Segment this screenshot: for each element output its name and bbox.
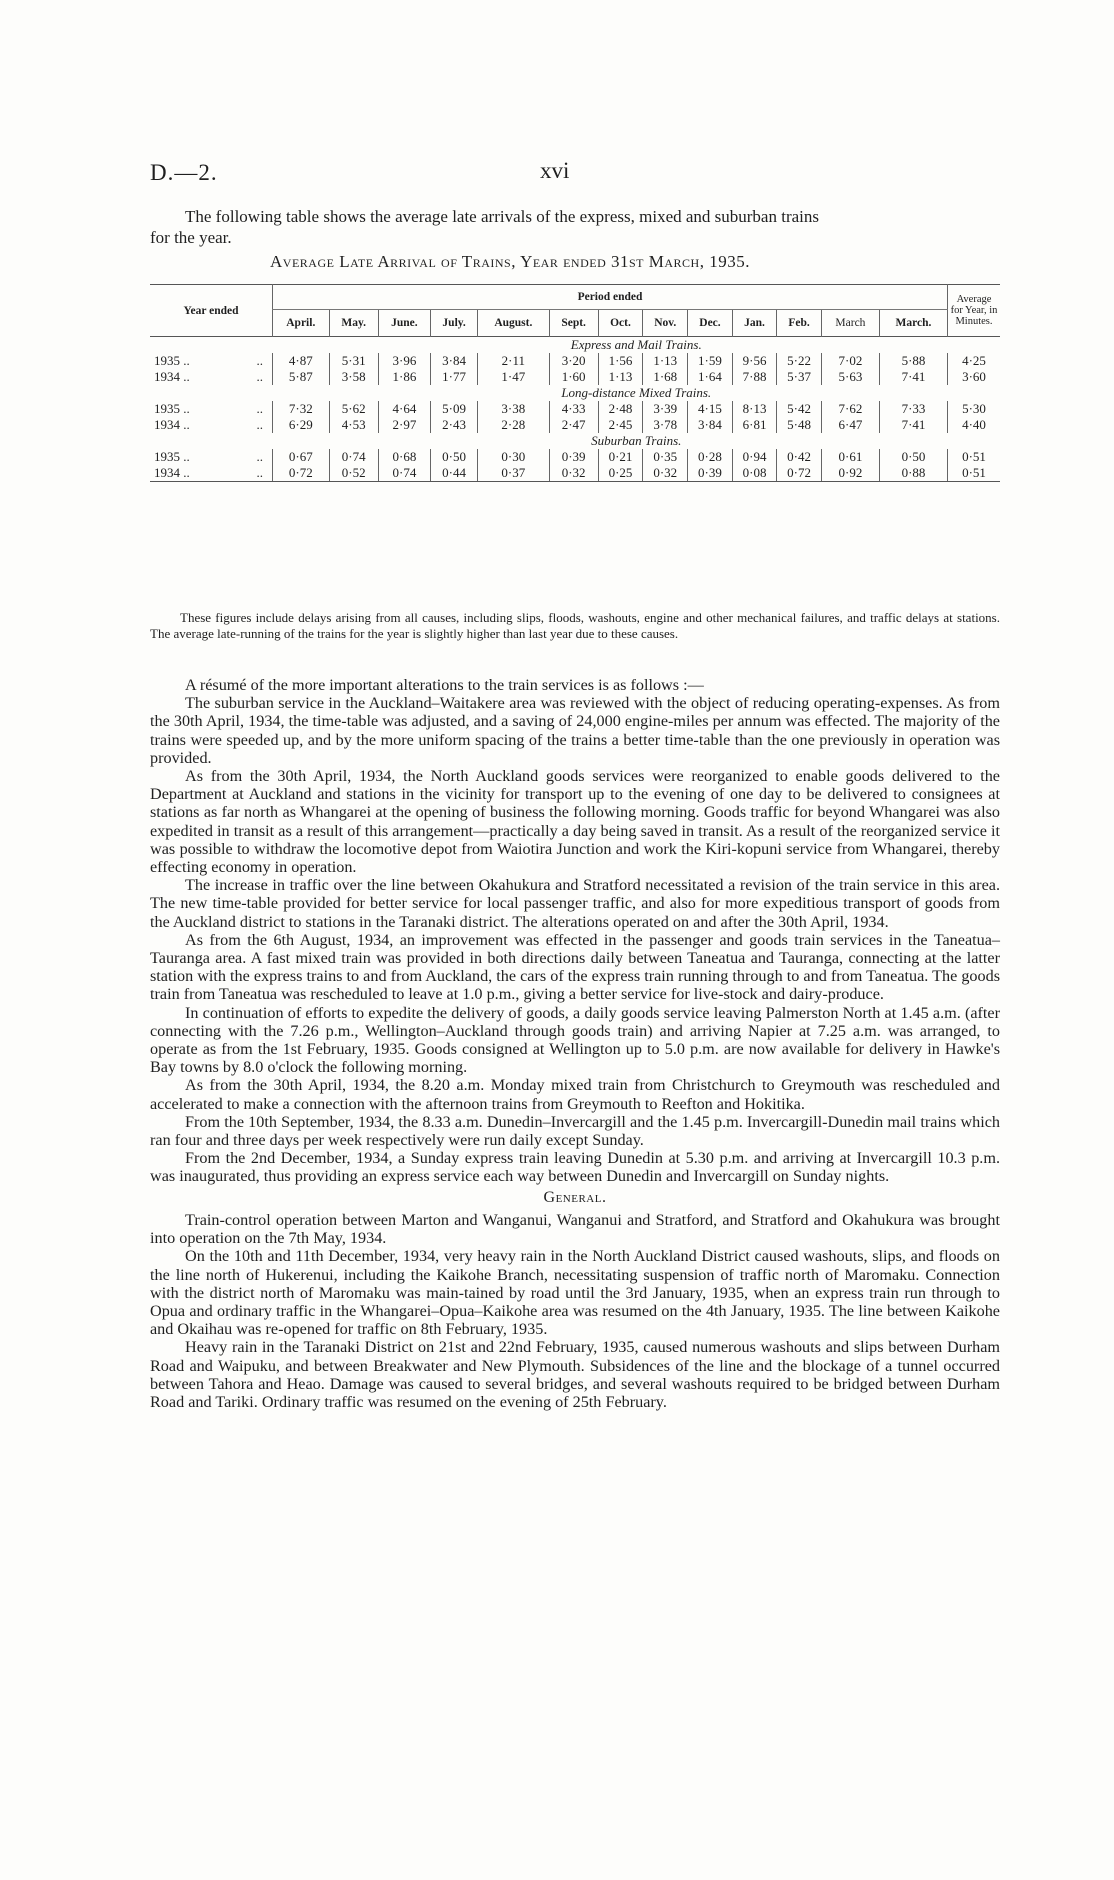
value-cell: 0·42 [777, 449, 822, 465]
leader-dots: .. [256, 417, 263, 432]
value-cell: 4·25 [948, 353, 1001, 369]
value-cell: 2·45 [598, 417, 643, 433]
value-cell: 0·51 [948, 465, 1001, 482]
month-header: Dec. [688, 310, 733, 337]
month-header: Nov. [643, 310, 688, 337]
value-cell: 0·50 [880, 449, 948, 465]
value-cell: 1·59 [688, 353, 733, 369]
value-cell: 0·25 [598, 465, 643, 482]
value-cell: 6·29 [273, 417, 330, 433]
value-cell: 1·13 [643, 353, 688, 369]
year-cell [150, 465, 273, 482]
intro-paragraph [150, 206, 1005, 248]
value-cell: 5·42 [777, 401, 822, 417]
paragraph-north-auckland-rain: On the 10th and 11th December, 1934, very heavy rain in the North Auckland District caused washouts, slips, and floods on the line north of Hukerenui, including the Kaikohe Branch, necessitating suspension of traffic north of Maromaku. Connection with the district north of Maromaku was main-tained by road until the 3rd January, 1935, when an express train run through to Opua and ordinary traffic in the Whangarei–Opua–Kaikohe area was resumed on the 4th January, 1935. The line between Kaikohe and Okaihau was re-opened for traffic on 8th February, 1935. [150, 1247, 1000, 1339]
value-cell: 3·84 [431, 353, 478, 369]
year-label: 1934 .. [154, 369, 190, 384]
leader-dots: .. [256, 465, 263, 480]
value-cell: 9·56 [732, 353, 777, 369]
table-row [150, 449, 1000, 465]
value-cell: 3·78 [643, 417, 688, 433]
value-cell: 3·39 [643, 401, 688, 417]
paragraph-palmerston: In continuation of efforts to expedite the delivery of goods, a daily goods service leaving Palmerston North at 1.45 a.m. (after connecting with the 7.26 p.m., Wellington–Auckland through goods train) and arriving Napier at 7.25 a.m. was arranged, to operate as from the 1st February, 1935. Goods consigned at Wellington up to 5.0 p.m. are now available for delivery in Hawke's Bay towns by 8.0 o'clock the following morning. [150, 1003, 1000, 1077]
value-cell: 8·13 [732, 401, 777, 417]
value-cell: 6·47 [821, 417, 879, 433]
year-label: 1935 .. [154, 401, 190, 416]
value-cell: 0·67 [273, 449, 330, 465]
value-cell: 5·48 [777, 417, 822, 433]
value-cell: 2·97 [378, 417, 430, 433]
year-cell [150, 449, 273, 465]
value-cell: 0·61 [821, 449, 879, 465]
value-cell: 7·33 [880, 401, 948, 417]
leader-dots: .. [256, 353, 263, 368]
month-header: July. [431, 310, 478, 337]
value-cell: 7·41 [880, 369, 948, 385]
value-cell: 3·38 [478, 401, 549, 417]
paragraph-sunday-express: From the 2nd December, 1934, a Sunday express train leaving Dunedin at 5.30 p.m. and arriving at Invercargill 10.3 p.m. was inaugurated, thus providing an express service each way between Dunedin and Invercargill on Sunday nights. [150, 1149, 1000, 1186]
value-cell: 0·88 [880, 465, 948, 482]
table-body [150, 337, 1000, 482]
value-cell: 7·62 [821, 401, 879, 417]
value-cell: 5·63 [821, 369, 879, 385]
paragraph-christchurch: As from the 30th April, 1934, the 8.20 a.m. Monday mixed train from Christchurch to Greymouth was rescheduled and accelerated to make a connection with the afternoon trains from Greymouth to Reefton and Hokitika. [150, 1076, 1000, 1113]
year-label: 1934 .. [154, 417, 190, 432]
value-cell: 5·22 [777, 353, 822, 369]
value-cell: 0·39 [549, 449, 598, 465]
section-spacer [150, 433, 273, 449]
average-header: Average for Year, in Minutes. [948, 285, 1001, 337]
value-cell: 2·28 [478, 417, 549, 433]
paragraph-train-control: Train-control operation between Marton and Wanganui, Wanganui and Stratford, and Stratford and Okahukura was brought into operation on the 7th May, 1934. [150, 1210, 1000, 1248]
value-cell: 0·21 [598, 449, 643, 465]
value-cell: 4·53 [329, 417, 378, 433]
leader-dots: .. [256, 401, 263, 416]
month-header: March [821, 310, 879, 337]
value-cell: 4·33 [549, 401, 598, 417]
year-cell [150, 353, 273, 369]
month-header: Oct. [598, 310, 643, 337]
value-cell: 3·60 [948, 369, 1001, 385]
value-cell: 4·40 [948, 417, 1001, 433]
value-cell: 5·88 [880, 353, 948, 369]
value-cell: 0·74 [329, 449, 378, 465]
value-cell: 0·39 [688, 465, 733, 482]
value-cell: 2·47 [549, 417, 598, 433]
month-header-row [150, 310, 1000, 337]
value-cell: 5·37 [777, 369, 822, 385]
section-title: Express and Mail Trains. [570, 337, 702, 352]
month-header: August. [478, 310, 549, 337]
value-cell: 0·32 [549, 465, 598, 482]
section-title: Suburban Trains. [591, 433, 682, 448]
value-cell: 0·30 [478, 449, 549, 465]
value-cell: 0·28 [688, 449, 733, 465]
table-row [150, 465, 1000, 482]
value-cell: 3·84 [688, 417, 733, 433]
paragraph-okahukura: The increase in traffic over the line between Okahukura and Stratford necessitated a revision of the train service in this area. The new time-table provided for better service for local passenger traffic, and also for more expeditious transport of goods from the Auckland district to stations in the Taranaki district. The alterations operated on and after the 30th April, 1934. [150, 876, 1000, 931]
value-cell: 2·48 [598, 401, 643, 417]
section-title: Long-distance Mixed Trains. [561, 385, 712, 400]
year-label: 1935 .. [154, 353, 190, 368]
value-cell: 0·32 [643, 465, 688, 482]
value-cell: 4·87 [273, 353, 330, 369]
paragraph-resume: A résumé of the more important alterations to the train services is as follows :— [185, 676, 704, 694]
value-cell: 5·30 [948, 401, 1001, 417]
table-row [150, 353, 1000, 369]
value-cell: 3·96 [378, 353, 430, 369]
value-cell: 1·64 [688, 369, 733, 385]
value-cell: 0·72 [273, 465, 330, 482]
section-spacer [150, 385, 273, 401]
table-row [150, 401, 1000, 417]
year-ended-header: Year ended [183, 304, 239, 317]
value-cell: 0·74 [378, 465, 430, 482]
table-notes: These figures include delays arising from all causes, including slips, floods, washouts, engine and other mechanical failures, and traffic delays at stations. The average late-running of the trains for the year is slightly higher than last year due to these causes. [150, 610, 1000, 641]
leader-dots: .. [256, 369, 263, 384]
value-cell: 3·20 [549, 353, 598, 369]
section-title-row [150, 337, 1000, 354]
year-cell [150, 417, 273, 433]
month-header: June. [378, 310, 430, 337]
value-cell: 1·13 [598, 369, 643, 385]
table-row [150, 369, 1000, 385]
value-cell: 4·15 [688, 401, 733, 417]
table-title: Average Late Arrival of Trains, Year ended 31st March, 1935. [270, 252, 750, 271]
value-cell: 1·47 [478, 369, 549, 385]
value-cell: 6·81 [732, 417, 777, 433]
value-cell: 5·31 [329, 353, 378, 369]
month-header: May. [329, 310, 378, 337]
value-cell: 0·52 [329, 465, 378, 482]
value-cell: 1·77 [431, 369, 478, 385]
value-cell: 7·88 [732, 369, 777, 385]
value-cell: 0·44 [431, 465, 478, 482]
value-cell: 1·86 [378, 369, 430, 385]
month-header: Sept. [549, 310, 598, 337]
value-cell: 7·02 [821, 353, 879, 369]
document-code: D.—2. [150, 160, 218, 185]
year-label: 1934 .. [154, 465, 190, 480]
value-cell: 0·37 [478, 465, 549, 482]
year-label: 1935 .. [154, 449, 190, 464]
paragraph-dunedin-mail: From the 10th September, 1934, the 8.33 a.m. Dunedin–Invercargill and the 1.45 p.m. Invercargill-Dunedin mail trains which ran four and three days per week respectively were run daily except Sunday. [150, 1112, 1000, 1150]
value-cell: 0·92 [821, 465, 879, 482]
month-header: April. [273, 310, 330, 337]
section-title-row [150, 385, 1000, 401]
value-cell: 5·09 [431, 401, 478, 417]
value-cell: 0·35 [643, 449, 688, 465]
paragraph-taneatua: As from the 6th August, 1934, an improvement was effected in the passenger and goods train services in the Taneatua–Tauranga area. A fast mixed train was provided in both directions daily between Taneatua and Tauranga, connecting at the latter station with the express trains to and from Auckland, the cars of the express train running through to and from Taneatua. The goods train from Taneatua was rescheduled to leave at 1.0 p.m., giving a better service for live-stock and dairy-produce. [150, 930, 1000, 1004]
value-cell: 7·41 [880, 417, 948, 433]
leader-dots: .. [256, 449, 263, 464]
month-header: Jan. [732, 310, 777, 337]
intro-line-2: for the year. [150, 228, 232, 247]
value-cell: 5·62 [329, 401, 378, 417]
paragraph-taranaki-rain: Heavy rain in the Taranaki District on 21st and 22nd February, 1935, caused numerous washouts and slips between Durham Road and Waipuku, and between Breakwater and New Plymouth. Subsidences of the line and the blockage of a tunnel occurred between Tahora and Heao. Damage was caused to several bridges, and several washouts required to be bridged between Durham Road and Tariki. Ordinary traffic was resumed on the evening of 25th February. [150, 1338, 1000, 1411]
paragraph-north-auckland: As from the 30th April, 1934, the North Auckland goods services were reorganized to enable goods delivered to the Department at Auckland and stations in the vicinity for transport up to the evening of one day to be delivered to consignees at stations as far north as Whangarei at the opening of business the following morning. Goods traffic for beyond Whangarei was also expedited in transit as a result of this arrangement—practically a day being saved in transit. As a result of the reorganized service it was possible to withdraw the locomotive depot from Waiotira Junction and work the Kiri-kopuni service from Whangarei, thereby effecting economy in operation. [150, 767, 1000, 877]
year-cell [150, 369, 273, 385]
value-cell: 0·68 [378, 449, 430, 465]
paragraph-suburban: The suburban service in the Auckland–Waitakere area was reviewed with the object of reducing operating-expenses. As from the 30th April, 1934, the time-table was adjusted, and a saving of 24,000 engine-miles per annum was effected. The majority of the trains were speeded up, and by the more uniform spacing of the trains a better time-table than the one previously in operation was provided. [150, 694, 1000, 767]
table-row [150, 417, 1000, 433]
value-cell: 2·43 [431, 417, 478, 433]
value-cell: 1·68 [643, 369, 688, 385]
value-cell: 1·56 [598, 353, 643, 369]
value-cell: 0·72 [777, 465, 822, 482]
month-header: March. [880, 310, 948, 337]
value-cell: 7·32 [273, 401, 330, 417]
page-number: xvi [540, 158, 570, 183]
value-cell: 2·11 [478, 353, 549, 369]
value-cell: 4·64 [378, 401, 430, 417]
value-cell: 0·08 [732, 465, 777, 482]
month-header: Feb. [777, 310, 822, 337]
body-text [150, 676, 1000, 1411]
value-cell: 0·94 [732, 449, 777, 465]
late-arrival-table [150, 284, 1000, 482]
intro-line-1: The following table shows the average late arrivals of the express, mixed and suburban trains [185, 207, 819, 226]
year-cell [150, 401, 273, 417]
value-cell: 3·58 [329, 369, 378, 385]
period-ended-header: Period ended [273, 285, 948, 310]
value-cell: 1·60 [549, 369, 598, 385]
value-cell: 5·87 [273, 369, 330, 385]
value-cell: 0·50 [431, 449, 478, 465]
section-spacer [150, 337, 273, 354]
general-heading: General. [543, 1188, 607, 1206]
value-cell: 0·51 [948, 449, 1001, 465]
section-title-row [150, 433, 1000, 449]
